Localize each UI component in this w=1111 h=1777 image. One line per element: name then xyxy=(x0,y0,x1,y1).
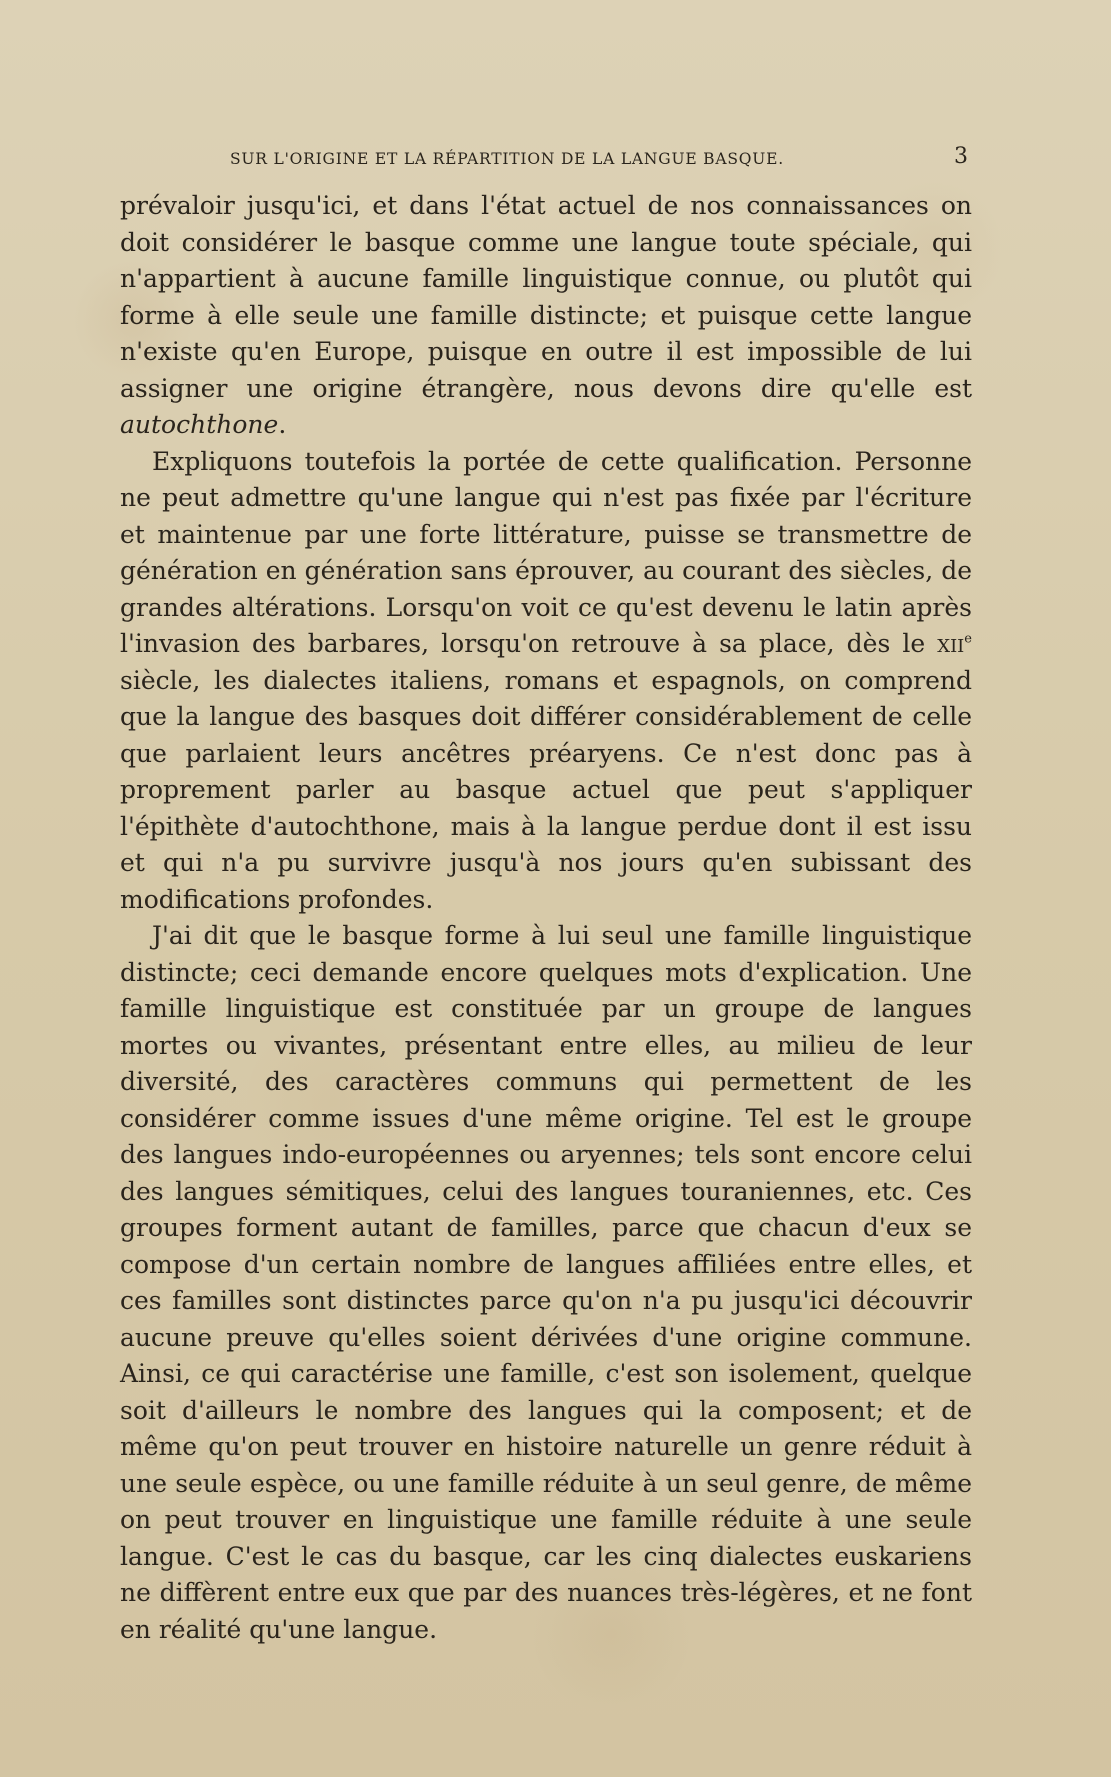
paragraph-text: siècle, les dialectes italiens, romans et espagnols, on comprend que la langue des basques doit différer considérablement de celle que parlaient leurs ancêtres préaryens. Ce n'est donc pas à proprement parler au basque actuel que peut s'appliquer l'épithète d'autochthone, mais à la langue perdue dont il est issu et qui n'a pu survivre jusqu'à nos jours qu'en subissant des modifications profondes. xyxy=(120,665,972,914)
century-suffix: e xyxy=(964,631,972,647)
paragraph xyxy=(120,918,972,1648)
paragraph-text: prévaloir jusqu'ici, et dans l'état actuel de nos connaissances on doit considérer le basque comme une langue toute spéciale, qui n'appartient à aucune famille linguistique connue, ou plutôt qui forme à elle seule une famille distincte; et puisque cette langue n'existe qu'en Europe, puisque en outre il est impossible de lui assigner une origine étrangère, nous devons dire qu'elle est xyxy=(120,191,972,403)
running-head xyxy=(120,144,968,174)
paragraph-text: J'ai dit que le basque forme à lui seul une famille linguistique distincte; ceci demande encore quelques mots d'explication. Une famille linguistique est constituée par un groupe de langues mortes ou vivantes, présentant entre elles, au milieu de leur diversité, des caractères communs qui permettent de les considérer comme issues d'une même origine. Tel est le groupe des langues indo-européennes ou aryennes; tels sont encore celui des langues sémitiques, celui des langues touraniennes, etc. Ces groupes forment autant de familles, parce que chacun d'eux se compose d'un certain nombre de langues affiliées entre elles, et ces familles sont distinctes parce qu'on n'a pu jusqu'ici découvrir aucune preuve qu'elles soient dérivées d'une origine commune. Ainsi, ce qui caractérise une famille, c'est son isolement, quelque soit d'ailleurs le nombre des langues qui la composent; et de même qu'on peut trouver en histoire naturelle un genre réduit à une seule espèce, ou une famille réduite à un seul genre, de même on peut trouver en linguistique une famille réduite à une seule langue. C'est le cas du basque, car les cinq dialectes euskariens ne diffèrent entre eux que par des nuances très-légères, et ne font en réalité qu'une langue. xyxy=(120,921,972,1644)
paragraph xyxy=(120,444,972,919)
body-text xyxy=(120,188,972,1648)
paragraph xyxy=(120,188,972,444)
century-numeral: xii xyxy=(937,629,965,658)
italic-term: autochthone xyxy=(120,410,279,439)
paragraph-text: . xyxy=(278,410,287,439)
running-title: SUR L'ORIGINE ET LA RÉPARTITION DE LA LANGUE BASQUE. xyxy=(230,150,784,168)
page-number: 3 xyxy=(954,144,968,169)
paragraph-text: Expliquons toutefois la portée de cette qualification. Personne ne peut admettre qu'une langue qui n'est pas fixée par l'écriture et maintenue par une forte littérature, puisse se transmettre de génération en génération sans éprouver, au courant des siècles, de grandes altérations. Lorsqu'on voit ce qu'est devenu le latin après l'invasion des barbares, lorsqu'on retrouve à sa place, dès le xyxy=(120,446,972,658)
